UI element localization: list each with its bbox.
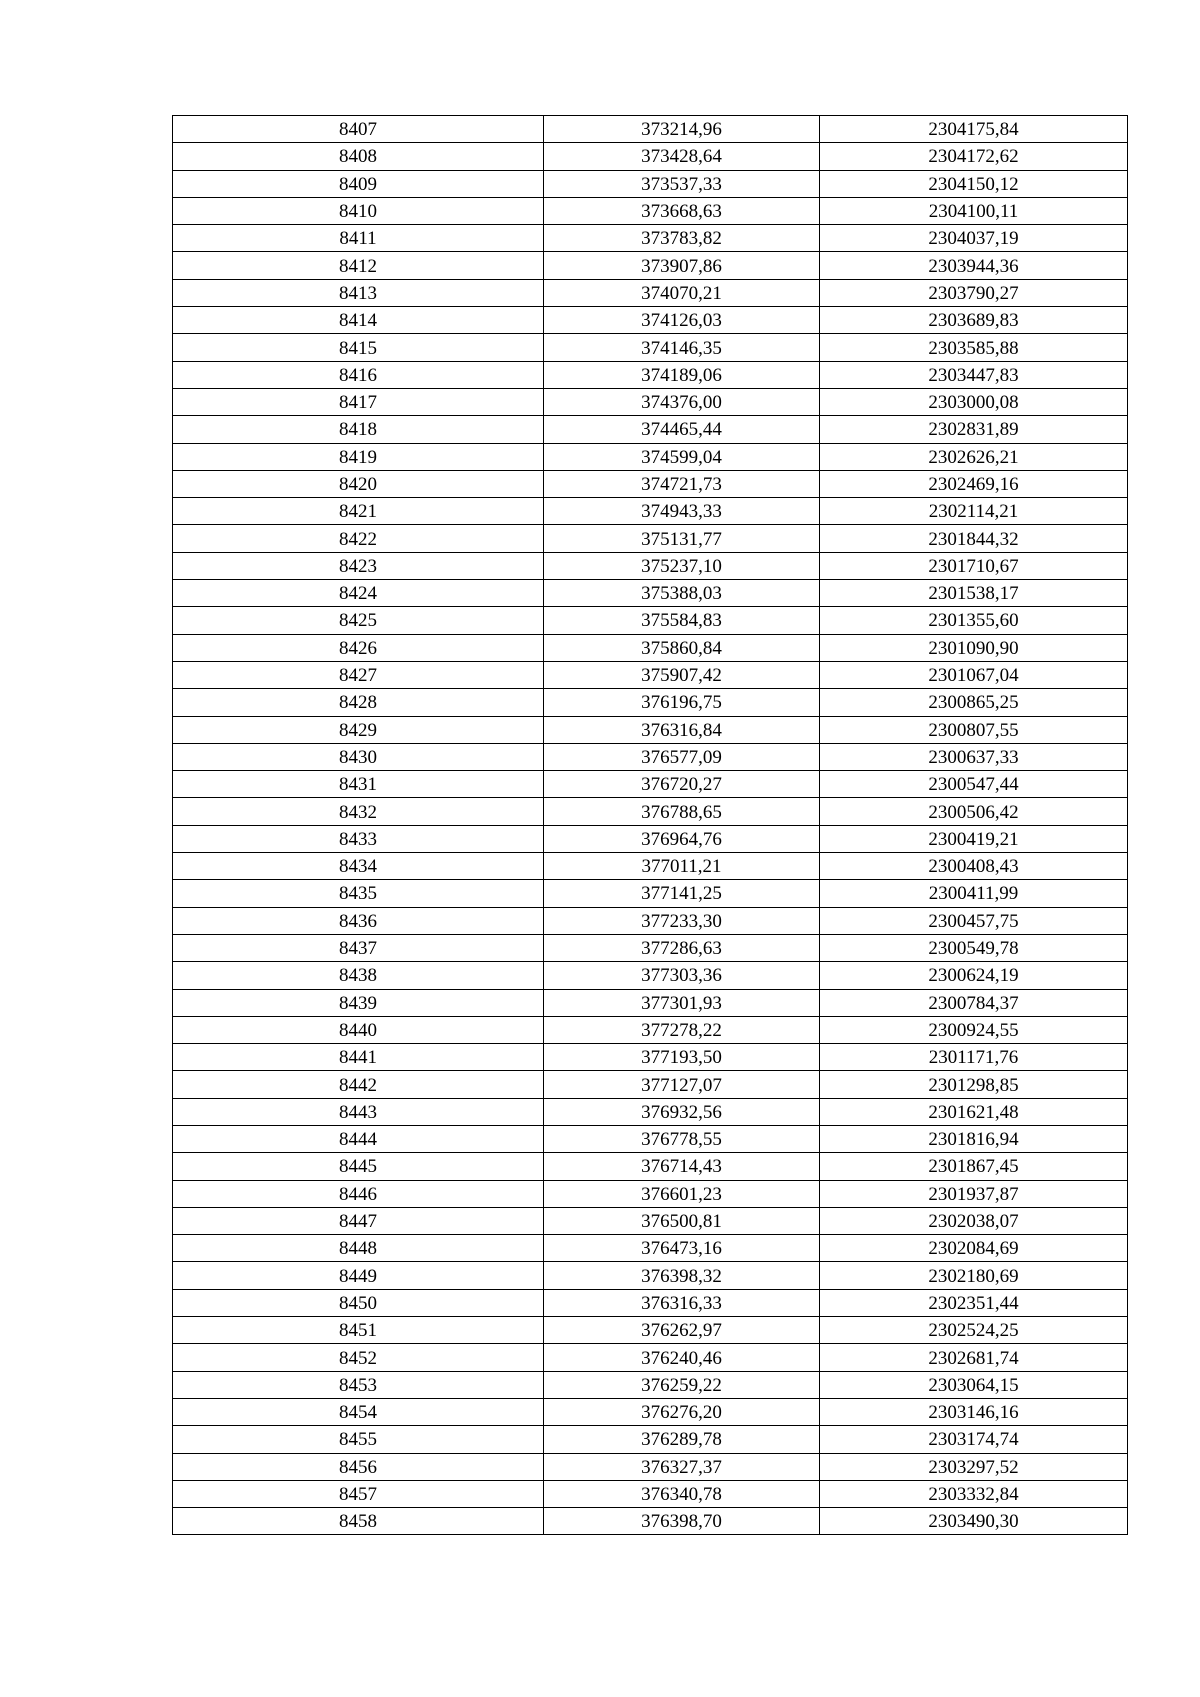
point-number-cell: 8445 (173, 1153, 544, 1180)
table-row (173, 1262, 1128, 1289)
y-coordinate-cell: 2300549,78 (820, 934, 1128, 961)
x-coordinate-cell: 377286,63 (544, 934, 820, 961)
point-number-cell: 8438 (173, 962, 544, 989)
table-row (173, 552, 1128, 579)
y-coordinate-cell: 2301867,45 (820, 1153, 1128, 1180)
table-row (173, 962, 1128, 989)
table-row (173, 170, 1128, 197)
x-coordinate-cell: 374189,06 (544, 361, 820, 388)
x-coordinate-cell: 374376,00 (544, 388, 820, 415)
point-number-cell: 8412 (173, 252, 544, 279)
y-coordinate-cell: 2303585,88 (820, 334, 1128, 361)
x-coordinate-cell: 377193,50 (544, 1044, 820, 1071)
point-number-cell: 8414 (173, 307, 544, 334)
point-number-cell: 8427 (173, 661, 544, 688)
y-coordinate-cell: 2300408,43 (820, 853, 1128, 880)
y-coordinate-cell: 2301816,94 (820, 1125, 1128, 1152)
point-number-cell: 8421 (173, 498, 544, 525)
table-row (173, 1235, 1128, 1262)
point-number-cell: 8429 (173, 716, 544, 743)
table-row (173, 1289, 1128, 1316)
y-coordinate-cell: 2301710,67 (820, 552, 1128, 579)
y-coordinate-cell: 2300457,75 (820, 907, 1128, 934)
x-coordinate-cell: 374465,44 (544, 416, 820, 443)
x-coordinate-cell: 376577,09 (544, 743, 820, 770)
point-number-cell: 8444 (173, 1125, 544, 1152)
y-coordinate-cell: 2303146,16 (820, 1398, 1128, 1425)
y-coordinate-cell: 2301355,60 (820, 607, 1128, 634)
x-coordinate-cell: 376327,37 (544, 1453, 820, 1480)
x-coordinate-cell: 374126,03 (544, 307, 820, 334)
table-row (173, 143, 1128, 170)
x-coordinate-cell: 377127,07 (544, 1071, 820, 1098)
y-coordinate-cell: 2300807,55 (820, 716, 1128, 743)
x-coordinate-cell: 373428,64 (544, 143, 820, 170)
y-coordinate-cell: 2300506,42 (820, 798, 1128, 825)
x-coordinate-cell: 375388,03 (544, 580, 820, 607)
y-coordinate-cell: 2302626,21 (820, 443, 1128, 470)
y-coordinate-cell: 2304100,11 (820, 197, 1128, 224)
y-coordinate-cell: 2302469,16 (820, 470, 1128, 497)
x-coordinate-cell: 377301,93 (544, 989, 820, 1016)
x-coordinate-cell: 376714,43 (544, 1153, 820, 1180)
y-coordinate-cell: 2303332,84 (820, 1480, 1128, 1507)
x-coordinate-cell: 376398,32 (544, 1262, 820, 1289)
y-coordinate-cell: 2303064,15 (820, 1371, 1128, 1398)
point-number-cell: 8425 (173, 607, 544, 634)
point-number-cell: 8408 (173, 143, 544, 170)
x-coordinate-cell: 376473,16 (544, 1235, 820, 1262)
y-coordinate-cell: 2302524,25 (820, 1317, 1128, 1344)
table-row (173, 1207, 1128, 1234)
table-row (173, 1344, 1128, 1371)
x-coordinate-cell: 376262,97 (544, 1317, 820, 1344)
point-number-cell: 8423 (173, 552, 544, 579)
point-number-cell: 8426 (173, 634, 544, 661)
x-coordinate-cell: 376778,55 (544, 1125, 820, 1152)
y-coordinate-cell: 2300637,33 (820, 743, 1128, 770)
x-coordinate-cell: 376196,75 (544, 689, 820, 716)
table-row (173, 1508, 1128, 1535)
y-coordinate-cell: 2301298,85 (820, 1071, 1128, 1098)
table-row (173, 1153, 1128, 1180)
y-coordinate-cell: 2302180,69 (820, 1262, 1128, 1289)
table-row (173, 743, 1128, 770)
x-coordinate-cell: 376340,78 (544, 1480, 820, 1507)
x-coordinate-cell: 376788,65 (544, 798, 820, 825)
point-number-cell: 8452 (173, 1344, 544, 1371)
point-number-cell: 8442 (173, 1071, 544, 1098)
x-coordinate-cell: 376316,33 (544, 1289, 820, 1316)
table-row (173, 825, 1128, 852)
x-coordinate-cell: 373214,96 (544, 116, 820, 143)
point-number-cell: 8446 (173, 1180, 544, 1207)
y-coordinate-cell: 2300624,19 (820, 962, 1128, 989)
point-number-cell: 8430 (173, 743, 544, 770)
point-number-cell: 8453 (173, 1371, 544, 1398)
point-number-cell: 8409 (173, 170, 544, 197)
point-number-cell: 8419 (173, 443, 544, 470)
x-coordinate-cell: 376932,56 (544, 1098, 820, 1125)
y-coordinate-cell: 2303790,27 (820, 279, 1128, 306)
y-coordinate-cell: 2304037,19 (820, 225, 1128, 252)
x-coordinate-cell: 376398,70 (544, 1508, 820, 1535)
point-number-cell: 8457 (173, 1480, 544, 1507)
table-row (173, 443, 1128, 470)
point-number-cell: 8440 (173, 1016, 544, 1043)
table-row (173, 1371, 1128, 1398)
x-coordinate-cell: 374146,35 (544, 334, 820, 361)
y-coordinate-cell: 2300411,99 (820, 880, 1128, 907)
table-row (173, 1044, 1128, 1071)
point-number-cell: 8454 (173, 1398, 544, 1425)
point-number-cell: 8447 (173, 1207, 544, 1234)
x-coordinate-cell: 376276,20 (544, 1398, 820, 1425)
y-coordinate-cell: 2302038,07 (820, 1207, 1128, 1234)
table-row (173, 252, 1128, 279)
y-coordinate-cell: 2304172,62 (820, 143, 1128, 170)
x-coordinate-cell: 373907,86 (544, 252, 820, 279)
table-row (173, 361, 1128, 388)
point-number-cell: 8433 (173, 825, 544, 852)
y-coordinate-cell: 2302084,69 (820, 1235, 1128, 1262)
point-number-cell: 8415 (173, 334, 544, 361)
x-coordinate-cell: 375584,83 (544, 607, 820, 634)
y-coordinate-cell: 2300419,21 (820, 825, 1128, 852)
x-coordinate-cell: 375860,84 (544, 634, 820, 661)
point-number-cell: 8434 (173, 853, 544, 880)
point-number-cell: 8432 (173, 798, 544, 825)
table-row (173, 388, 1128, 415)
point-number-cell: 8424 (173, 580, 544, 607)
point-number-cell: 8417 (173, 388, 544, 415)
point-number-cell: 8437 (173, 934, 544, 961)
table-row (173, 880, 1128, 907)
x-coordinate-cell: 373668,63 (544, 197, 820, 224)
point-number-cell: 8456 (173, 1453, 544, 1480)
point-number-cell: 8448 (173, 1235, 544, 1262)
x-coordinate-cell: 376601,23 (544, 1180, 820, 1207)
table-row (173, 1180, 1128, 1207)
table-row (173, 989, 1128, 1016)
y-coordinate-cell: 2303447,83 (820, 361, 1128, 388)
y-coordinate-cell: 2301067,04 (820, 661, 1128, 688)
x-coordinate-cell: 377233,30 (544, 907, 820, 934)
table-row (173, 1398, 1128, 1425)
point-number-cell: 8455 (173, 1426, 544, 1453)
point-number-cell: 8418 (173, 416, 544, 443)
table-row (173, 1125, 1128, 1152)
y-coordinate-cell: 2303297,52 (820, 1453, 1128, 1480)
x-coordinate-cell: 374070,21 (544, 279, 820, 306)
table-row (173, 853, 1128, 880)
point-number-cell: 8458 (173, 1508, 544, 1535)
x-coordinate-cell: 376500,81 (544, 1207, 820, 1234)
point-number-cell: 8428 (173, 689, 544, 716)
table-row (173, 1480, 1128, 1507)
table-row (173, 498, 1128, 525)
coordinates-table (172, 115, 1128, 1535)
table-row (173, 1016, 1128, 1043)
table-row (173, 197, 1128, 224)
table-row (173, 334, 1128, 361)
x-coordinate-cell: 375131,77 (544, 525, 820, 552)
table-row (173, 580, 1128, 607)
x-coordinate-cell: 374599,04 (544, 443, 820, 470)
x-coordinate-cell: 373783,82 (544, 225, 820, 252)
table-row (173, 279, 1128, 306)
y-coordinate-cell: 2304150,12 (820, 170, 1128, 197)
y-coordinate-cell: 2302681,74 (820, 1344, 1128, 1371)
table-row (173, 416, 1128, 443)
table-row (173, 716, 1128, 743)
table-row (173, 1071, 1128, 1098)
point-number-cell: 8422 (173, 525, 544, 552)
point-number-cell: 8449 (173, 1262, 544, 1289)
table-row (173, 798, 1128, 825)
y-coordinate-cell: 2303174,74 (820, 1426, 1128, 1453)
point-number-cell: 8413 (173, 279, 544, 306)
y-coordinate-cell: 2300784,37 (820, 989, 1128, 1016)
x-coordinate-cell: 373537,33 (544, 170, 820, 197)
coordinates-table-body (173, 116, 1128, 1535)
point-number-cell: 8450 (173, 1289, 544, 1316)
x-coordinate-cell: 376964,76 (544, 825, 820, 852)
table-row (173, 771, 1128, 798)
x-coordinate-cell: 377011,21 (544, 853, 820, 880)
y-coordinate-cell: 2303689,83 (820, 307, 1128, 334)
table-row (173, 934, 1128, 961)
y-coordinate-cell: 2301621,48 (820, 1098, 1128, 1125)
x-coordinate-cell: 377141,25 (544, 880, 820, 907)
table-row (173, 661, 1128, 688)
table-row (173, 689, 1128, 716)
y-coordinate-cell: 2301090,90 (820, 634, 1128, 661)
x-coordinate-cell: 376259,22 (544, 1371, 820, 1398)
y-coordinate-cell: 2301171,76 (820, 1044, 1128, 1071)
table-row (173, 907, 1128, 934)
y-coordinate-cell: 2300547,44 (820, 771, 1128, 798)
x-coordinate-cell: 376289,78 (544, 1426, 820, 1453)
table-row (173, 1426, 1128, 1453)
point-number-cell: 8420 (173, 470, 544, 497)
table-row (173, 1098, 1128, 1125)
table-row (173, 1317, 1128, 1344)
y-coordinate-cell: 2303000,08 (820, 388, 1128, 415)
table-row (173, 116, 1128, 143)
y-coordinate-cell: 2303944,36 (820, 252, 1128, 279)
table-row (173, 525, 1128, 552)
y-coordinate-cell: 2300924,55 (820, 1016, 1128, 1043)
point-number-cell: 8431 (173, 771, 544, 798)
y-coordinate-cell: 2303490,30 (820, 1508, 1128, 1535)
y-coordinate-cell: 2301844,32 (820, 525, 1128, 552)
y-coordinate-cell: 2302351,44 (820, 1289, 1128, 1316)
x-coordinate-cell: 377303,36 (544, 962, 820, 989)
y-coordinate-cell: 2300865,25 (820, 689, 1128, 716)
table-row (173, 1453, 1128, 1480)
point-number-cell: 8407 (173, 116, 544, 143)
point-number-cell: 8411 (173, 225, 544, 252)
point-number-cell: 8416 (173, 361, 544, 388)
y-coordinate-cell: 2301937,87 (820, 1180, 1128, 1207)
x-coordinate-cell: 375237,10 (544, 552, 820, 579)
x-coordinate-cell: 374943,33 (544, 498, 820, 525)
point-number-cell: 8410 (173, 197, 544, 224)
x-coordinate-cell: 377278,22 (544, 1016, 820, 1043)
y-coordinate-cell: 2304175,84 (820, 116, 1128, 143)
table-row (173, 225, 1128, 252)
y-coordinate-cell: 2302831,89 (820, 416, 1128, 443)
point-number-cell: 8443 (173, 1098, 544, 1125)
table-row (173, 634, 1128, 661)
y-coordinate-cell: 2301538,17 (820, 580, 1128, 607)
table-row (173, 470, 1128, 497)
point-number-cell: 8439 (173, 989, 544, 1016)
x-coordinate-cell: 376240,46 (544, 1344, 820, 1371)
x-coordinate-cell: 376720,27 (544, 771, 820, 798)
table-row (173, 307, 1128, 334)
table-row (173, 607, 1128, 634)
x-coordinate-cell: 374721,73 (544, 470, 820, 497)
x-coordinate-cell: 375907,42 (544, 661, 820, 688)
x-coordinate-cell: 376316,84 (544, 716, 820, 743)
point-number-cell: 8441 (173, 1044, 544, 1071)
point-number-cell: 8435 (173, 880, 544, 907)
y-coordinate-cell: 2302114,21 (820, 498, 1128, 525)
point-number-cell: 8451 (173, 1317, 544, 1344)
point-number-cell: 8436 (173, 907, 544, 934)
coordinates-sheet (172, 115, 1127, 1535)
